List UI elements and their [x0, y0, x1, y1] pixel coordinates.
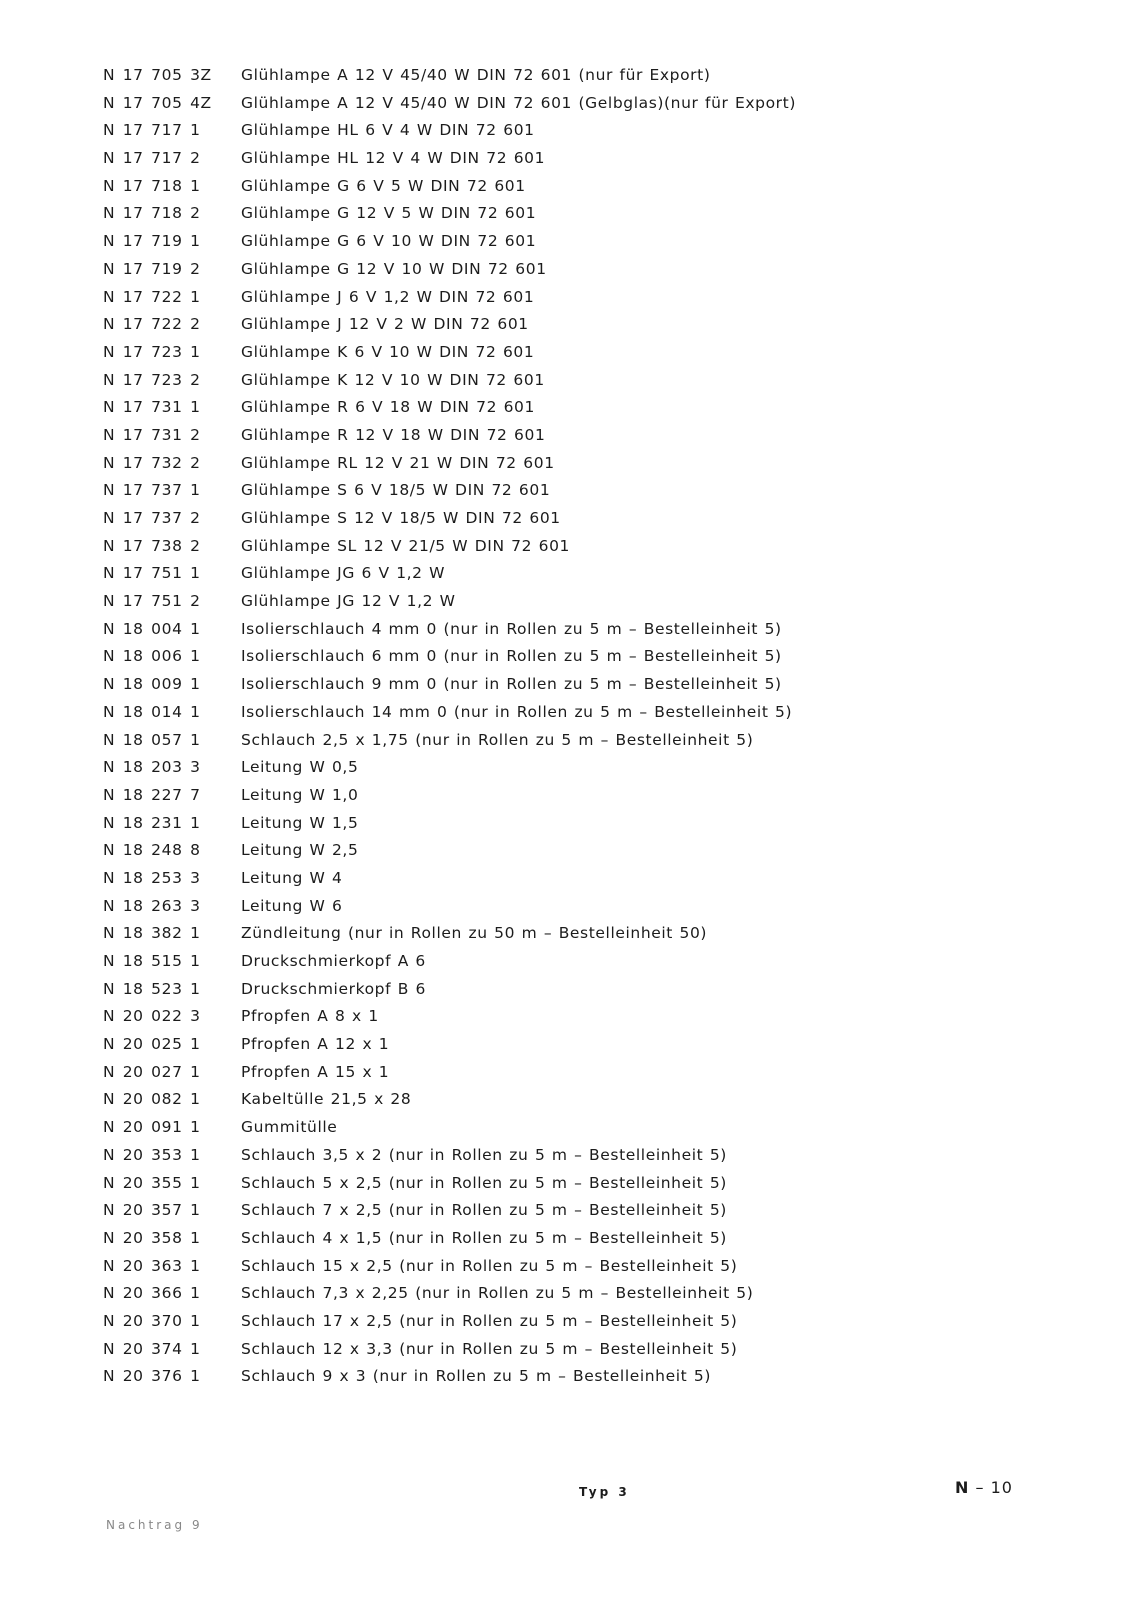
- part-number: N 18 263 3: [103, 896, 201, 915]
- part-description: Leitung W 4: [241, 868, 343, 887]
- part-description: Zündleitung (nur in Rollen zu 50 m – Bestelleinheit 50): [241, 924, 708, 943]
- part-row: [103, 920, 1103, 948]
- part-description: Pfropfen A 12 x 1: [241, 1035, 390, 1054]
- part-number: N 18 203 3: [103, 758, 201, 777]
- part-number: N 20 358 1: [103, 1228, 201, 1247]
- part-number: N 20 363 1: [103, 1256, 201, 1275]
- part-description: Glühlampe G 12 V 5 W DIN 72 601: [241, 204, 537, 223]
- part-number: N 17 738 2: [103, 536, 201, 555]
- part-number: N 17 717 1: [103, 121, 201, 140]
- part-description: Glühlampe SL 12 V 21/5 W DIN 72 601: [241, 536, 571, 555]
- part-description: Glühlampe JG 12 V 1,2 W: [241, 592, 456, 611]
- part-number: N 17 731 2: [103, 425, 201, 444]
- part-row: [103, 1197, 1103, 1225]
- part-row: [103, 145, 1103, 173]
- part-description: Schlauch 17 x 2,5 (nur in Rollen zu 5 m – Bestelleinheit 5): [241, 1311, 738, 1330]
- part-row: [103, 1336, 1103, 1364]
- part-description: Glühlampe RL 12 V 21 W DIN 72 601: [241, 453, 555, 472]
- part-description: Isolierschlauch 9 mm 0 (nur in Rollen zu 5 m – Bestelleinheit 5): [241, 675, 782, 694]
- part-number: N 20 366 1: [103, 1284, 201, 1303]
- part-description: Schlauch 4 x 1,5 (nur in Rollen zu 5 m – Bestelleinheit 5): [241, 1228, 727, 1247]
- part-row: [103, 643, 1103, 671]
- part-row: [103, 1059, 1103, 1087]
- part-row: [103, 228, 1103, 256]
- part-description: Leitung W 2,5: [241, 841, 359, 860]
- part-description: Glühlampe S 12 V 18/5 W DIN 72 601: [241, 509, 561, 527]
- part-number: N 18 014 1: [103, 702, 201, 721]
- part-description: Glühlampe G 12 V 10 W DIN 72 601: [241, 259, 547, 278]
- page-separator: –: [975, 1478, 985, 1497]
- part-number: N 18 248 8: [103, 841, 201, 860]
- part-description: Druckschmierkopf B 6: [241, 979, 426, 998]
- part-number: N 20 025 1: [103, 1035, 201, 1054]
- part-row: [103, 284, 1103, 312]
- part-description: Schlauch 7,3 x 2,25 (nur in Rollen zu 5 m – Bestelleinheit 5): [241, 1284, 754, 1303]
- part-description: Pfropfen A 15 x 1: [241, 1062, 390, 1081]
- part-row: [103, 1253, 1103, 1281]
- part-row: [103, 477, 1103, 505]
- part-description: Glühlampe R 12 V 18 W DIN 72 601: [241, 425, 546, 444]
- part-row: [103, 588, 1103, 616]
- part-number: N 20 082 1: [103, 1090, 201, 1109]
- part-number: N 18 382 1: [103, 924, 201, 943]
- part-number: N 17 723 2: [103, 370, 201, 389]
- part-description: Isolierschlauch 6 mm 0 (nur in Rollen zu 5 m – Bestelleinheit 5): [241, 647, 782, 666]
- part-number: N 20 091 1: [103, 1118, 201, 1137]
- part-number: N 18 231 1: [103, 813, 201, 832]
- part-row: [103, 948, 1103, 976]
- part-row: [103, 976, 1103, 1004]
- part-row: [103, 1170, 1103, 1198]
- part-row: [103, 893, 1103, 921]
- part-number: N 20 376 1: [103, 1367, 201, 1386]
- part-row: [103, 782, 1103, 810]
- part-description: Glühlampe JG 6 V 1,2 W: [241, 564, 446, 583]
- part-description: Schlauch 15 x 2,5 (nur in Rollen zu 5 m – Bestelleinheit 5): [241, 1256, 738, 1275]
- parts-list: [103, 62, 1103, 1391]
- part-number: N 20 353 1: [103, 1145, 201, 1164]
- part-number: N 17 719 1: [103, 232, 201, 251]
- supplement-label: Nachtrag 9: [106, 1518, 203, 1532]
- part-row: [103, 117, 1103, 145]
- part-number: N 18 004 1: [103, 619, 201, 638]
- part-number: N 17 718 1: [103, 176, 201, 195]
- part-number: N 17 737 1: [103, 481, 201, 500]
- part-row: [103, 505, 1103, 533]
- part-description: Schlauch 12 x 3,3 (nur in Rollen zu 5 m – Bestelleinheit 5): [241, 1339, 738, 1358]
- part-row: [103, 699, 1103, 727]
- part-description: Glühlampe A 12 V 45/40 W DIN 72 601 (nur für Export): [241, 66, 711, 84]
- part-number: N 17 737 2: [103, 509, 201, 527]
- part-row: [103, 1086, 1103, 1114]
- part-description: Schlauch 5 x 2,5 (nur in Rollen zu 5 m – Bestelleinheit 5): [241, 1173, 727, 1192]
- part-row: [103, 311, 1103, 339]
- part-description: Kabeltülle 21,5 x 28: [241, 1090, 412, 1109]
- part-number: N 18 227 7: [103, 785, 201, 804]
- part-description: Leitung W 0,5: [241, 758, 359, 777]
- part-row: [103, 1225, 1103, 1253]
- part-description: Glühlampe J 12 V 2 W DIN 72 601: [241, 315, 529, 334]
- part-row: [103, 560, 1103, 588]
- part-row: [103, 1114, 1103, 1142]
- part-description: Schlauch 3,5 x 2 (nur in Rollen zu 5 m – Bestelleinheit 5): [241, 1145, 727, 1164]
- part-row: [103, 339, 1103, 367]
- part-description: Glühlampe J 6 V 1,2 W DIN 72 601: [241, 287, 535, 306]
- part-number: N 18 253 3: [103, 868, 201, 887]
- part-number: N 20 355 1: [103, 1173, 201, 1192]
- part-row: [103, 1003, 1103, 1031]
- part-number: N 17 719 2: [103, 259, 201, 278]
- page-letter: N: [955, 1478, 970, 1497]
- part-row: [103, 671, 1103, 699]
- part-number: N 17 718 2: [103, 204, 201, 223]
- part-number: N 20 027 1: [103, 1062, 201, 1081]
- part-number: N 18 057 1: [103, 730, 201, 749]
- part-number: N 17 722 1: [103, 287, 201, 306]
- part-number: N 17 717 2: [103, 149, 201, 168]
- part-row: [103, 1031, 1103, 1059]
- part-row: [103, 1280, 1103, 1308]
- part-number: N 17 705 3Z: [103, 66, 212, 84]
- part-description: Glühlampe G 6 V 5 W DIN 72 601: [241, 176, 526, 195]
- part-description: Schlauch 9 x 3 (nur in Rollen zu 5 m – Bestelleinheit 5): [241, 1367, 711, 1386]
- part-row: [103, 1308, 1103, 1336]
- part-row: [103, 422, 1103, 450]
- part-description: Leitung W 1,0: [241, 785, 359, 804]
- part-description: Leitung W 1,5: [241, 813, 359, 832]
- part-number: N 20 370 1: [103, 1311, 201, 1330]
- part-row: [103, 1142, 1103, 1170]
- part-row: [103, 394, 1103, 422]
- part-number: N 20 374 1: [103, 1339, 201, 1358]
- part-number: N 17 705 4Z: [103, 93, 212, 112]
- part-description: Glühlampe S 6 V 18/5 W DIN 72 601: [241, 481, 551, 500]
- part-description: Glühlampe HL 12 V 4 W DIN 72 601: [241, 149, 546, 168]
- part-row: [103, 810, 1103, 838]
- part-row: [103, 173, 1103, 201]
- part-description: Glühlampe HL 6 V 4 W DIN 72 601: [241, 121, 535, 140]
- part-row: [103, 200, 1103, 228]
- part-number: N 17 751 1: [103, 564, 201, 583]
- part-row: [103, 837, 1103, 865]
- part-number: N 17 751 2: [103, 592, 201, 611]
- part-row: [103, 62, 1103, 90]
- part-description: Glühlampe A 12 V 45/40 W DIN 72 601 (Gelbglas)(nur für Export): [241, 93, 796, 112]
- part-row: [103, 1363, 1103, 1391]
- part-description: Leitung W 6: [241, 896, 343, 915]
- part-number: N 18 009 1: [103, 675, 201, 694]
- part-number: N 17 722 2: [103, 315, 201, 334]
- part-row: [103, 450, 1103, 478]
- part-description: Glühlampe G 6 V 10 W DIN 72 601: [241, 232, 537, 251]
- part-description: Isolierschlauch 4 mm 0 (nur in Rollen zu 5 m – Bestelleinheit 5): [241, 619, 782, 638]
- part-number: N 20 357 1: [103, 1201, 201, 1220]
- part-number: N 18 523 1: [103, 979, 201, 998]
- page-number-value: 10: [990, 1478, 1013, 1497]
- part-description: Gummitülle: [241, 1118, 338, 1137]
- part-row: [103, 754, 1103, 782]
- part-number: N 18 006 1: [103, 647, 201, 666]
- part-description: Glühlampe K 12 V 10 W DIN 72 601: [241, 370, 545, 389]
- part-row: [103, 616, 1103, 644]
- part-row: [103, 865, 1103, 893]
- part-description: Pfropfen A 8 x 1: [241, 1007, 379, 1026]
- part-description: Glühlampe K 6 V 10 W DIN 72 601: [241, 342, 535, 361]
- part-description: Druckschmierkopf A 6: [241, 952, 426, 970]
- part-description: Glühlampe R 6 V 18 W DIN 72 601: [241, 398, 535, 417]
- part-number: N 17 723 1: [103, 342, 201, 361]
- part-row: [103, 727, 1103, 755]
- part-row: [103, 90, 1103, 118]
- part-description: Schlauch 7 x 2,5 (nur in Rollen zu 5 m – Bestelleinheit 5): [241, 1201, 727, 1220]
- page-number: [955, 1478, 1013, 1497]
- part-number: N 17 731 1: [103, 398, 201, 417]
- part-description: Isolierschlauch 14 mm 0 (nur in Rollen zu 5 m – Bestelleinheit 5): [241, 702, 793, 721]
- part-number: N 18 515 1: [103, 952, 201, 970]
- part-number: N 20 022 3: [103, 1007, 201, 1026]
- part-description: Schlauch 2,5 x 1,75 (nur in Rollen zu 5 m – Bestelleinheit 5): [241, 730, 754, 749]
- part-number: N 17 732 2: [103, 453, 201, 472]
- part-row: [103, 256, 1103, 284]
- part-row: [103, 367, 1103, 395]
- type-label: Typ 3: [579, 1485, 630, 1499]
- part-row: [103, 533, 1103, 561]
